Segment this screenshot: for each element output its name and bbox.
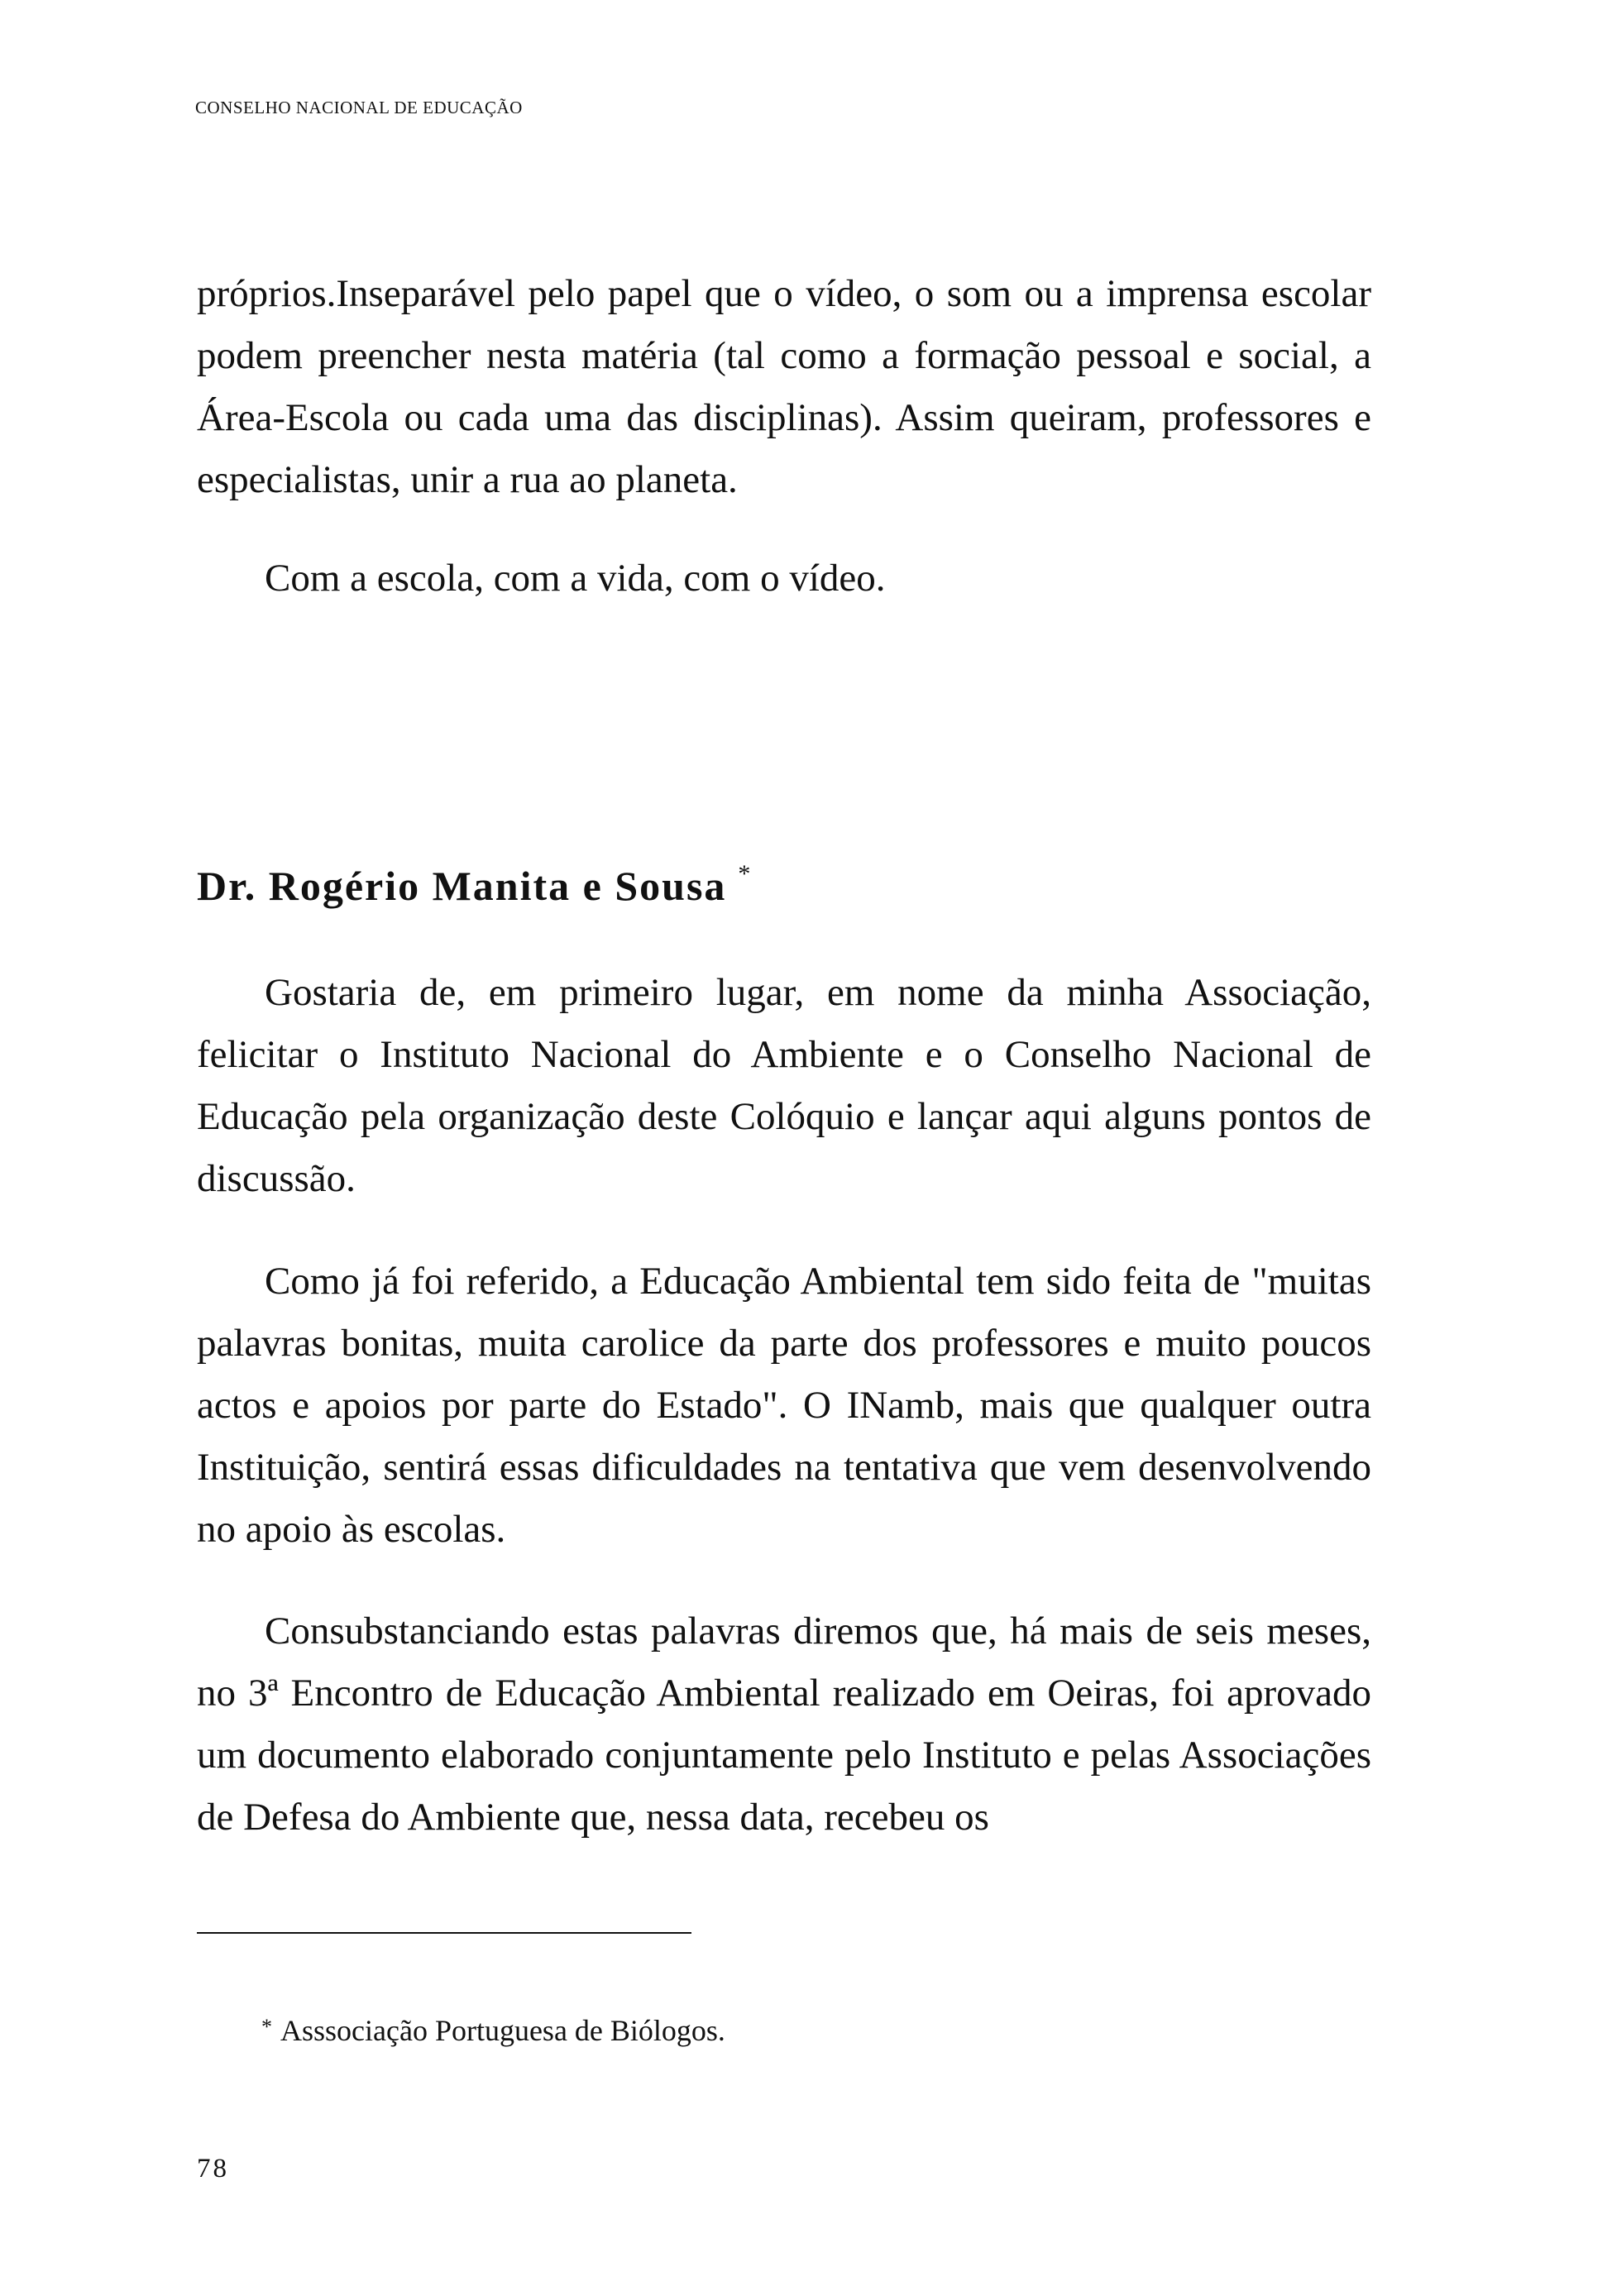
footnote-text: Asssociação Portuguesa de Biólogos. [280, 2014, 725, 2047]
footnote-marker: * [261, 2015, 272, 2039]
running-head: CONSELHO NACIONAL DE EDUCAÇÃO [195, 98, 523, 117]
section-heading [197, 860, 752, 910]
body-paragraph: Como já foi referido, a Educação Ambiental tem sido feita de "muitas palavras bonitas, muita carolice da parte dos professores e muito poucos actos e apoios por parte do Estado". O INamb, mais que qualquer outra Instituição, sentirá essas dificuldades na tentativa que vem desenvolvendo no apoio às escolas. [197, 1260, 1371, 1551]
footnote-divider [197, 1932, 691, 1934]
footnote [261, 2013, 725, 2048]
page-number: 78 [197, 2154, 229, 2184]
body-paragraph: Gostaria de, em primeiro lugar, em nome da minha Associação, felicitar o Instituto Nacional do Ambiente e o Conselho Nacional de Educação pela organização deste Colóquio e lançar aqui alguns pontos de discussão. [197, 971, 1371, 1200]
footnote-reference-marker: * [738, 860, 753, 887]
body-paragraph: Com a escola, com a vida, com o vídeo. [265, 557, 886, 600]
section-heading-text: Dr. Rogério Manita e Sousa [197, 863, 727, 909]
body-paragraph: próprios.Inseparável pelo papel que o vídeo, o som ou a imprensa escolar podem preencher nesta matéria (tal como a formação pessoal e social, a Área-Escola ou cada uma das disciplinas). Assim queiram, professores e especialistas, unir a rua ao planeta. [197, 272, 1371, 501]
body-paragraph: Consubstanciando estas palavras diremos que, há mais de seis meses, no 3ª Encontro de Educação Ambiental realizado em Oeiras, foi aprovado um documento elaborado conjuntamente pelo Instituto e pelas Associações de Defesa do Ambiente que, nessa data, recebeu os [197, 1610, 1371, 1839]
